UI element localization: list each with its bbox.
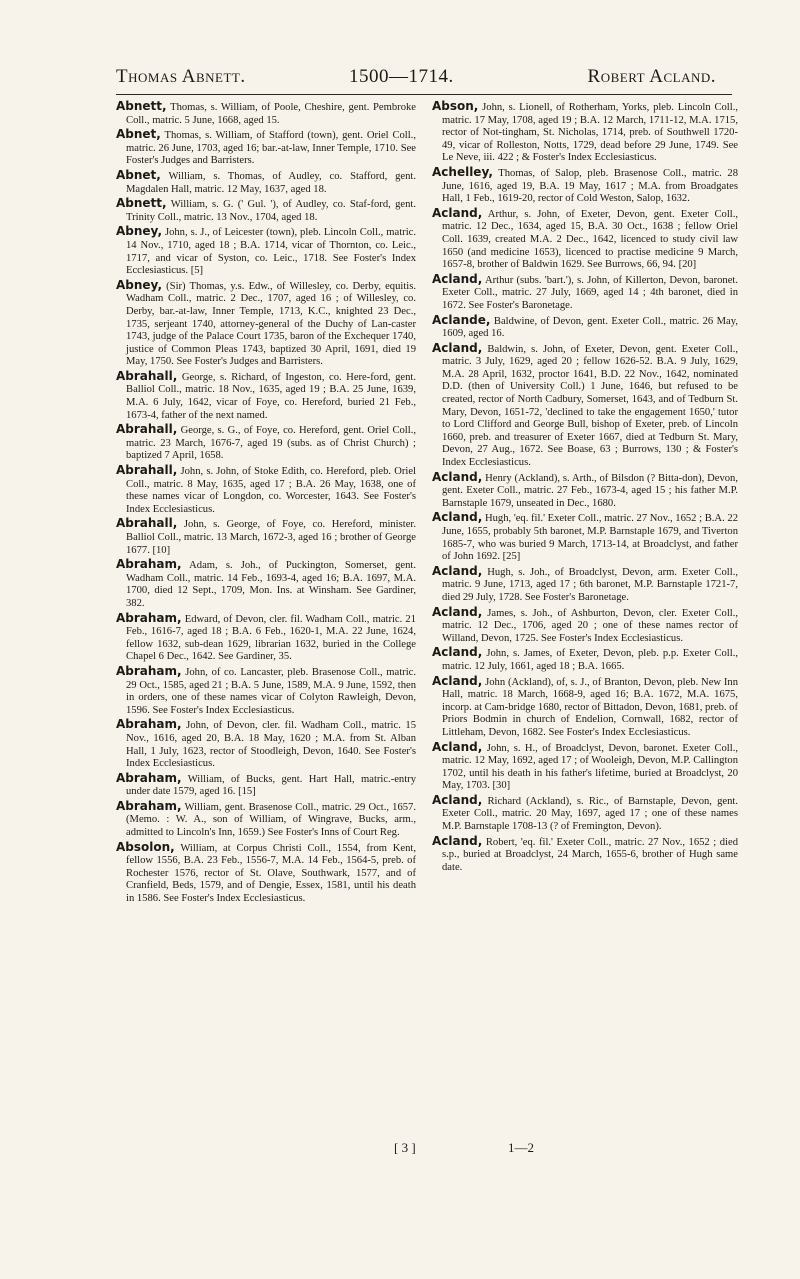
entry-surname: Abnett, (116, 196, 167, 211)
header-rule (116, 94, 732, 95)
entry-text: Hugh, 'eq. fil.' Exeter Coll., matric. 27 Nov., 1652 ; B.A. 22 June, 1655, probably 5th baronet, M.P. Barnstaple 1679, and Tiverton 1685-7, who was buried 9 March, 1713-14, at Broadclyst, and father of John 1692. [25] (442, 513, 738, 563)
entry-text: John (Ackland), of, s. J., of Branton, Devon, pleb. New Inn Hall, matric. 18 March, 1668-9, aged 16; B.A. 1672, M.A. 1675, incorp. at Cam-bridge 1680, rector of Bittadon, Devon, 1681, preb. of Priors Bodmin in church of Endelion, Cornwall, 1682, rector of Littleham, Devon, 1682. See Foster's Index Ecclesiasticus. (442, 676, 738, 738)
register-entry (432, 606, 738, 646)
entry-text: Richard (Ackland), s. Ric., of Barnstaple, Devon, gent. Exeter Coll., matric. 20 May, 1697, aged 17 ; one of these names M.P. Barnstaple 1708-13 (? of Fremington, Devon). (442, 795, 738, 833)
running-header (116, 66, 716, 96)
entry-surname: Abraham, (116, 770, 182, 785)
entry-text: Arthur, s. John, of Exeter, Devon, gent. Exeter Coll., matric. 12 Dec., 1634, aged 15, B.A. 30 Oct., 1638 ; fellow Oriel Coll. 1639, created M.A. 2 Dec., 1642, licenced to study civil law 1650 (and medicine 1653), licenced to practise medicine 9 March, 1657-8, brother of Baldwin 1629. See Burrows, 66, 94. [20] (442, 208, 738, 271)
entry-surname: Abrahall, (116, 463, 178, 478)
register-entry (116, 169, 416, 196)
register-entry (116, 464, 416, 516)
register-entry (432, 314, 738, 341)
left-column (116, 100, 416, 907)
entry-text: William, at Corpus Christi Coll., 1554, from Kent, fellow 1556, B.A. 23 Feb., 1556-7, M.A. 14 Feb., 1564-5, preb. of Rochester 1576, rector of St. Olave, Southwark, 1577, and of Cranfield, Beds, 1579, and of Dengie, Essex, 1581, until his death in 1586. See Foster's Index Ecclesiasticus. (126, 842, 416, 905)
entry-surname: Acland, (432, 673, 483, 688)
entry-surname: Abraham, (116, 557, 182, 572)
entry-surname: Abney, (116, 224, 163, 239)
register-entry (432, 100, 738, 165)
entry-surname: Abraham, (116, 610, 182, 625)
entry-text: Thomas, s. William, of Stafford (town), gent. Oriel Coll., matric. 26 June, 1703, aged 16; bar.-at-law, Inner Temple, 1710. See Foster's Judges and Barristers. (126, 130, 416, 167)
entry-surname: Acland, (432, 604, 483, 619)
entry-surname: Acland, (432, 739, 483, 754)
register-entry (116, 100, 416, 127)
entry-text: William, of Bucks, gent. Hart Hall, matric.-entry under date 1579, aged 16. [15] (126, 773, 416, 798)
register-entry (116, 718, 416, 770)
register-entry (116, 612, 416, 664)
entry-surname: Acland, (432, 833, 483, 848)
entry-text: John, s. James, of Exeter, Devon, pleb. p.p. Exeter Coll., matric. 12 July, 1661, aged 18 ; B.A. 1665. (442, 648, 738, 672)
entry-surname: Acland, (432, 510, 483, 525)
header-left: Thomas Abnett. (116, 66, 246, 87)
entry-text: Thomas, of Salop, pleb. Brasenose Coll., matric. 28 June, 1616, aged 19, B.A. 19 May, 1617 ; M.A. from Broadgates Hall, 1 Feb., 1619-20, rector of Cold Weston, Salop, 1632. (442, 167, 738, 205)
entry-text: John, s. J., of Leicester (town), pleb. Lincoln Coll., matric. 14 Nov., 1710, aged 18 ; B.A. 1714, vicar of Thornton, co. Leic., 1717, and vicar of Syston, co. Leic., 1718. See Foster's Index Ecclesiasticus. [5] (126, 227, 416, 277)
entry-text: Baldwine, of Devon, gent. Exeter Coll., matric. 26 May, 1609, aged 16. (442, 315, 738, 340)
entry-text: John, of co. Lancaster, pleb. Brasenose Coll., matric. 29 Oct., 1585, aged 21 ; B.A. 5 June, 1589, M.A. 9 June, 1592, then in orders, one of these names vicar of Colyton Rawleigh, Devon, 1596. See Foster's Index Ecclesiasticus. (126, 666, 416, 716)
register-entry (116, 279, 416, 369)
entry-text: William, gent. Brasenose Coll., matric. 29 Oct., 1657. (Memo. : W. A., son of William, of Wingrave, Bucks, arm., admitted to Lincoln's Inn, 1659.) See Foster's Inns of Court Reg. (126, 801, 416, 839)
entry-surname: Acland, (432, 340, 483, 355)
entry-surname: Abrahall, (116, 368, 178, 383)
register-entry (432, 675, 738, 740)
register-entry (432, 511, 738, 563)
register-entry (116, 423, 416, 463)
entry-text: William, s. G. (' Gul. '), of Audley, co. Staf-ford, gent. Trinity Coll., matric. 13 Nov., 1704, aged 18. (126, 199, 416, 223)
entry-text: John, of Devon, cler. fil. Wadham Coll., matric. 15 Nov., 1616, aged 20, B.A. 18 May, 1620 ; M.A. from St. Alban Hall, 1 July, 1623, rector of Stoodleigh, Devon, 1640. See Foster's Index Ecclesiasticus. (126, 720, 416, 770)
entry-surname: Acland, (432, 563, 483, 578)
entry-surname: Achelley, (432, 164, 493, 179)
register-entry (116, 665, 416, 717)
register-entry (116, 800, 416, 840)
entry-text: Hugh, s. Joh., of Broadclyst, Devon, arm. Exeter Coll., matric. 9 June, 1713, aged 17 ; 6th baronet, M.P. Barnstaple 1721-7, died 29 July, 1728. See Foster's Baronetage. (442, 566, 738, 603)
entry-surname: Abnet, (116, 127, 161, 142)
entry-surname: Abson, (432, 99, 479, 113)
entry-surname: Acland, (432, 271, 483, 286)
entry-text: John, s. George, of Foye, co. Hereford, minister. Balliol Coll., matric. 13 March, 1672-3, aged 16 ; brother of George 1677. [10] (126, 519, 416, 556)
entry-text: John, s. Lionell, of Rotherham, Yorks, pleb. Lincoln Coll., matric. 17 May, 1708, aged 19 ; B.A. 12 March, 1711-12, M.A. 1715, rector of Not-tingham, St. Nicholas, 1714, preb. of Southwell 1720-49, vicar of Rolleston, Notts, 1729, dead before 29 June, 1749. See Le Neve, iii. 422 ; & Foster's Index Ecclesiasticus. (442, 102, 738, 164)
entry-surname: Acland, (432, 469, 483, 484)
entry-text: Henry (Ackland), s. Arth., of Bilsdon (? Bitta-don), Devon, gent. Exeter Coll., matric. 27 Feb., 1673-4, aged 15 ; his father M.P. Barnstaple 1679, unseated in Dec., 1680. (442, 472, 738, 509)
header-date-range: 1500—1714. (349, 66, 454, 87)
register-entry (432, 741, 738, 793)
register-entry (432, 273, 738, 313)
register-entry (116, 841, 416, 906)
entry-surname: Aclande, (432, 312, 491, 327)
register-entry (432, 646, 738, 673)
entry-surname: Acland, (432, 205, 483, 220)
right-column (432, 100, 738, 875)
entry-text: George, s. Richard, of Ingeston, co. Here-ford, gent. Balliol Coll., matric. 18 Nov., 1635, aged 19 ; B.A. 25 June, 1639, M.A. 6 July, 1642, vicar of Foye, co. Hereford, buried 21 Feb., 1673-4, father of the next named. (126, 371, 416, 421)
entry-text: Thomas, s. William, of Poole, Cheshire, gent. Pembroke Coll., matric. 5 June, 1668, aged 15. (126, 102, 416, 126)
signature-mark: 1—2 (508, 1140, 534, 1155)
register-entry (432, 835, 738, 875)
entry-surname: Abrahall, (116, 516, 178, 531)
entry-text: William, s. Thomas, of Audley, co. Stafford, gent. Magdalen Hall, matric. 12 May, 1637, aged 18. (126, 170, 416, 195)
entry-surname: Abraham, (116, 798, 182, 813)
register-entry (116, 225, 416, 277)
entry-text: Adam, s. Joh., of Puckington, Somerset, gent. Wadham Coll., matric. 14 Feb., 1693-4, aged 16; B.A. 1697, M.A. 1700, died 12 Sept., 1709, Mon. Ins. at Winsham. See Gardiner, 382. (126, 560, 416, 609)
entry-text: Robert, 'eq. fil.' Exeter Coll., matric. 27 Nov., 1652 ; died s.p., buried at Broadclyst, 24 March, 1655-6, brother of Hugh same date. (442, 836, 738, 873)
entry-surname: Abney, (116, 277, 163, 292)
header-right: Robert Acland. (587, 66, 716, 87)
entry-text: Edward, of Devon, cler. fil. Wadham Coll., matric. 21 Feb., 1616-7, aged 18 ; B.A. 6 Feb., 1620-1, M.A. 22 June, 1624, fellow 1632, sub-dean 1629, librarian 1632, buried in the College Chapel 6 Dec., 1642. See Gardiner, 35. (126, 613, 416, 663)
entry-surname: Abrahall, (116, 422, 178, 437)
page-number: [ 3 ] (394, 1140, 416, 1155)
entry-text: John, s. John, of Stoke Edith, co. Hereford, pleb. Oriel Coll., matric. 8 May, 1635, aged 17 ; B.A. 26 May, 1638, one of these names vicar of Longdon, co. Worcester, 1643. See Foster's Index Ecclesiasticus. (126, 466, 416, 515)
register-entry (116, 558, 416, 610)
register-entry (432, 471, 738, 511)
register-entry (116, 517, 416, 557)
entry-surname: Abraham, (116, 663, 182, 678)
register-entry (432, 166, 738, 206)
entry-surname: Abnett, (116, 99, 167, 113)
register-entry (432, 565, 738, 605)
register-entry (432, 207, 738, 272)
register-entry (116, 772, 416, 799)
register-entry (116, 370, 416, 422)
entry-surname: Acland, (432, 792, 483, 807)
entry-surname: Acland, (432, 645, 483, 660)
entry-surname: Absolon, (116, 839, 175, 854)
entry-text: James, s. Joh., of Ashburton, Devon, cler. Exeter Coll., matric. 12 Dec., 1706, aged 20 ; one of these names rector of Willand, Devon, 1725. See Foster's Index Ecclesiasticus. (442, 607, 738, 644)
register-entry (116, 197, 416, 224)
register-entry (432, 794, 738, 834)
register-entry (432, 342, 738, 470)
entry-surname: Abraham, (116, 717, 182, 732)
entry-text: George, s. G., of Foye, co. Hereford, gent. Oriel Coll., matric. 23 March, 1676-7, aged 19 (subs. as of Christ Church) ; baptized 7 April, 1658. (126, 425, 416, 462)
entry-text: (Sir) Thomas, y.s. Edw., of Willesley, co. Derby, equitis. Wadham Coll., matric. 2 Dec., 1707, aged 16 ; of Willesley, co. Derby, bar.-at-law, Inner Temple, 1713, K.C., knighted 23 Dec., 1735, serjeant 1740, attorney-general of the Duchy of Lan-caster 1743, judge of the Palace Court 1735, baron of the Exchequer 1740, justice of Common Pleas 1743, baptized 30 April, 1691, died 19 May, 1750. See Foster's Judges and Barristers. (126, 280, 416, 368)
entry-text: Arthur (subs. 'bart.'), s. John, of Killerton, Devon, baronet. Exeter Coll., matric. 27 July, 1669, aged 14 ; 4th baronet, died in 1672. See Foster's Baronetage. (442, 274, 738, 311)
entry-text: John, s. H., of Broadclyst, Devon, baronet. Exeter Coll., matric. 12 May, 1692, aged 17 ; of Wooleigh, Devon, M.P. Callington 1702, until his death in his father's lifetime, buried at Broadclyst, 20 May, 1703. [30] (442, 742, 738, 792)
entry-surname: Abnet, (116, 167, 161, 182)
entry-text: Baldwin, s. John, of Exeter, Devon, gent. Exeter Coll., matric. 3 July, 1629, aged 20 ; fellow 1626-52. B.A. 9 July, 1629, M.A. 28 April, 1632, proctor 1641, B.D. 22 Nov., 1642, nominated D.D. (then of University Coll.) 1 June, 1646, but refused to be created, rector of North Cadbury, Somerset, 1643, and of Tedburn St. Mary, Devon, 1651-72, 'declined to take the engagement 1650,' tutor to Lord Clifford and George Bull, bishop of Exeter, preb. of Lincoln 1660, preb. and treasurer of Exeter 1667, died at Tedburn St. Mary, Devon, 27 Aug., 1672. See Boase, 63 ; Burrows, 130 ; & Foster's Index Ecclesiasticus. (442, 343, 738, 469)
register-entry (116, 128, 416, 168)
page-footer (116, 1140, 732, 1160)
